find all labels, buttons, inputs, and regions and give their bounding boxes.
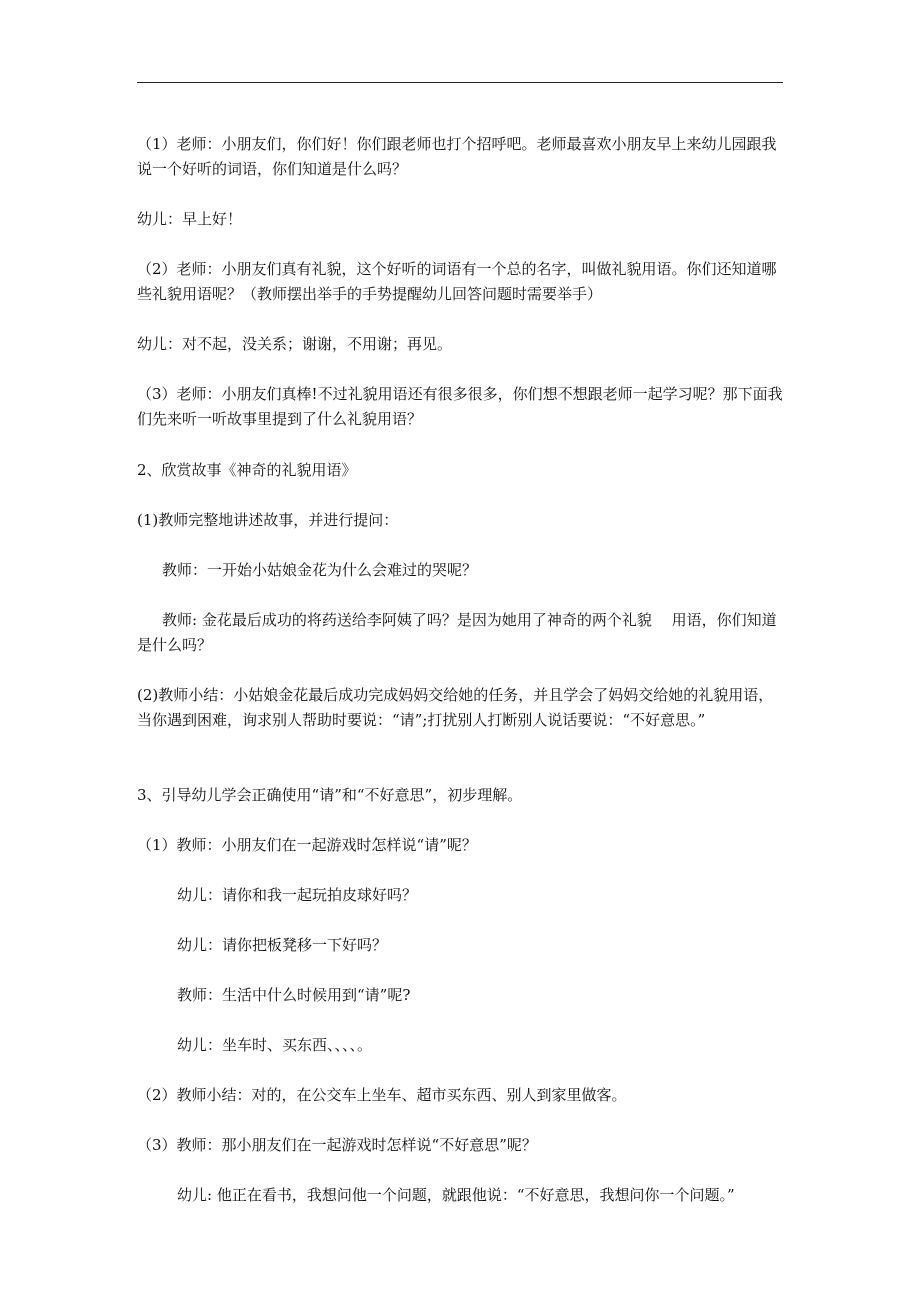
- paragraph-10: (2)教师小结：小姑娘金花最后成功完成妈妈交给她的任务，并且学会了妈妈交给她的礼貌用语，当你遇到困难，询求别人帮助时要说：“请”;打扰别人打断别人说话要说：“不好意思。”: [137, 686, 774, 729]
- paragraph-11: 3、引导幼儿学会正确使用“请”和“不好意思”，初步理解。: [137, 786, 523, 804]
- paragraph-14: 幼儿：请你把板凳移一下好吗？: [177, 936, 388, 954]
- paragraph-17: （2）教师小结：对的，在公交车上坐车、超市买东西、别人到家里做客。: [137, 1086, 627, 1104]
- paragraph-5: （3）老师：小朋友们真棒!不过礼貌用语还有很多很多，你们想不想跟老师一起学习呢？那下面我们先来听一听故事里提到了什么礼貌用语？: [137, 385, 783, 428]
- paragraph-12: （1）教师：小朋友们在一起游戏时怎样说“请”呢？: [137, 836, 477, 854]
- paragraph-8: 教师：一开始小姑娘金花为什么会难过的哭呢？: [162, 561, 478, 579]
- paragraph-18: （3）教师：那小朋友们在一起游戏时怎样说“不好意思”呢？: [137, 1136, 537, 1154]
- paragraph-3: （2）老师：小朋友们真有礼貌，这个好听的词语有一个总的名字，叫做礼貌用语。你们还知道哪些礼貌用语呢？（教师摆出举手的手势提醒幼儿回答问题时需要举手）: [137, 260, 777, 303]
- paragraph-13: 幼儿：请你和我一起玩拍皮球好吗？: [177, 886, 418, 904]
- paragraph-6: 2、欣赏故事《神奇的礼貌用语》: [137, 461, 357, 479]
- paragraph-1: （1）老师：小朋友们，你们好！你们跟老师也打个招呼吧。老师最喜欢小朋友早上来幼儿园跟我说一个好听的词语，你们知道是什么吗？: [137, 135, 777, 178]
- paragraph-15: 教师：生活中什么时候用到“请”呢?: [177, 986, 411, 1004]
- paragraph-19: 幼儿: 他正在看书，我想问他一个问题，就跟他说：“不好意思，我想问你一个问题。”: [177, 1186, 735, 1204]
- paragraph-4: 幼儿：对不起，没关系；谢谢，不用谢；再见。: [137, 335, 453, 353]
- paragraph-16: 幼儿：坐车时、买东西、、、、。: [177, 1036, 373, 1054]
- paragraph-2: 幼儿：早上好！: [137, 210, 243, 228]
- paragraph-7: (1)教师完整地讲述故事，并进行提问：: [137, 511, 399, 529]
- header-rule: [137, 82, 783, 83]
- paragraph-9: 教师: 金花最后成功的将药送给李阿姨了吗？是因为她用了神奇的两个礼貌 用语，你们知道是什么吗？: [137, 611, 777, 654]
